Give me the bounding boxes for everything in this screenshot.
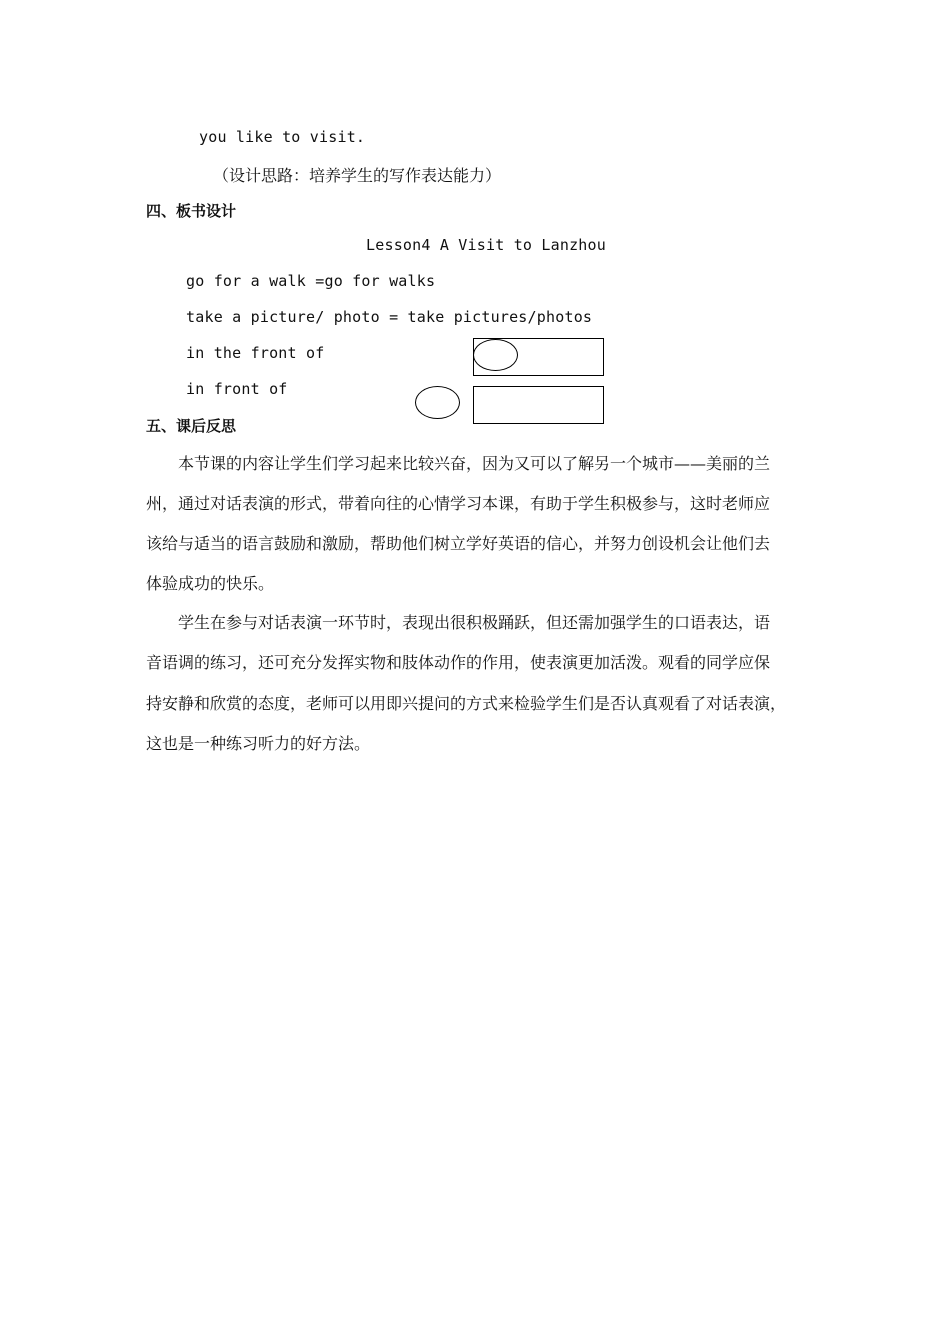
design-note: （设计思路：培养学生的写作表达能力） bbox=[213, 166, 502, 185]
paragraph2-line4: 这也是一种练习听力的好方法。 bbox=[146, 734, 371, 753]
paragraph1-line4: 体验成功的快乐。 bbox=[146, 574, 275, 593]
lesson-title: Lesson4 A Visit to Lanzhou bbox=[366, 236, 606, 254]
board-item-1: go for a walk =go for walks bbox=[186, 272, 436, 290]
paragraph1-line1: 本节课的内容让学生们学习起来比较兴奋，因为又可以了解另一个城市——美丽的兰 bbox=[178, 454, 771, 473]
paragraph1-line3: 该给与适当的语言鼓励和激励，帮助他们树立学好英语的信心，并努力创设机会让他们去 bbox=[146, 534, 771, 553]
paragraph2-line2: 音语调的练习，还可充分发挥实物和肢体动作的作用，使表演更加活泼。观看的同学应保 bbox=[146, 653, 771, 672]
section5-heading: 五、课后反思 bbox=[146, 417, 237, 435]
board-item-2: take a picture/ photo = take pictures/photos bbox=[186, 308, 593, 326]
diagram-ellipse-outside bbox=[415, 386, 460, 419]
diagram-box-in-front bbox=[473, 386, 604, 424]
board-item-3: in the front of bbox=[186, 344, 325, 362]
diagram-ellipse-inside bbox=[473, 339, 518, 371]
paragraph2-line1: 学生在参与对话表演一环节时，表现出很积极踊跃，但还需加强学生的口语表达，语 bbox=[178, 613, 771, 632]
board-item-4: in front of bbox=[186, 380, 288, 398]
paragraph2-line3: 持安静和欣赏的态度，老师可以用即兴提问的方式来检验学生们是否认真观看了对话表演， bbox=[146, 694, 787, 713]
section4-heading: 四、板书设计 bbox=[146, 202, 237, 220]
visit-line: you like to visit. bbox=[199, 128, 366, 146]
paragraph1-line2: 州，通过对话表演的形式，带着向往的心情学习本课，有助于学生积极参与，这时老师应 bbox=[146, 494, 771, 513]
